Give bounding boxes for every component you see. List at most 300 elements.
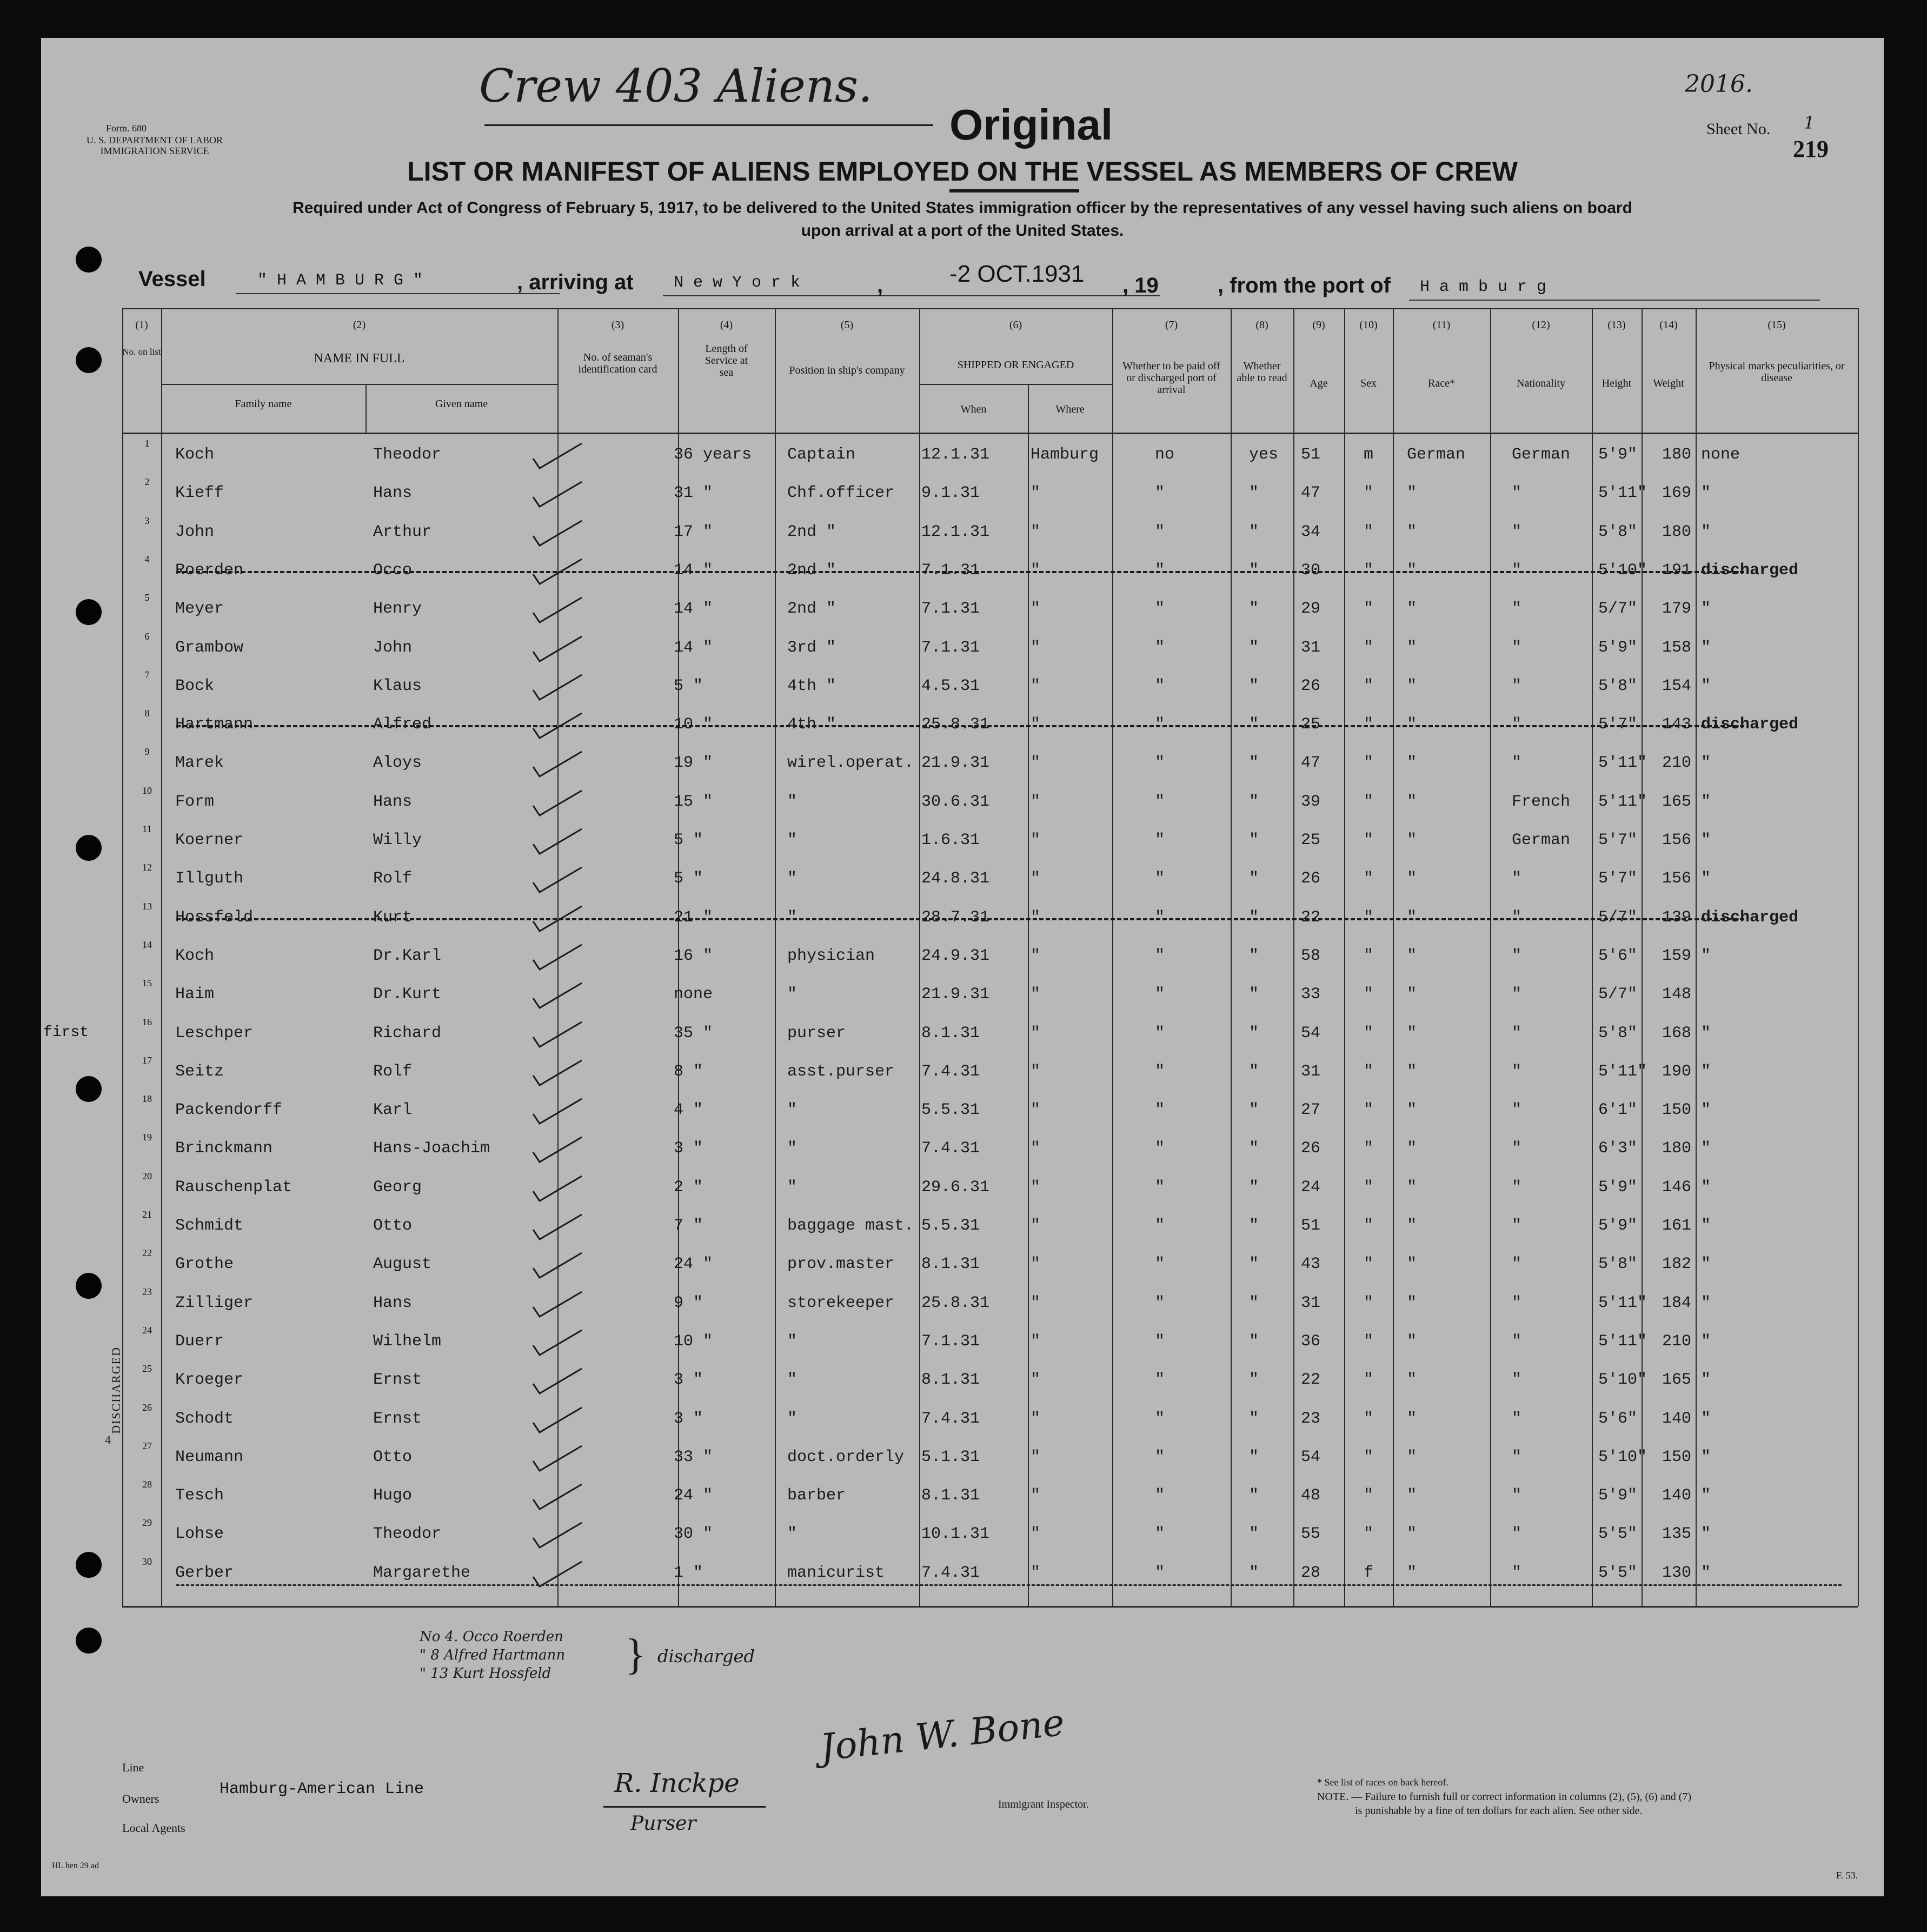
cell-list-number: 16 [142,1017,152,1027]
subtitle-line1: Required under Act of Congress of February 5, 1917, to be delivered to the United States immigration officer by the representatives of any vessel having such aliens on board [293,199,1632,217]
cell-shipped-when: 5.5.31 [921,1217,980,1235]
cell-list-number: 12 [142,862,152,873]
cell-shipped-when: 10.1.31 [921,1525,990,1543]
col-num: (12) [1532,319,1550,331]
cell-service-length: 15 " [674,793,713,811]
cell-service-length: 3 " [674,1139,703,1158]
cell-nationality: " [1512,1525,1522,1543]
cell-race: " [1407,754,1417,772]
cell-age: 26 [1301,677,1321,695]
cell-paid-off: " [1155,1410,1165,1428]
cell-shipped-when: 1.6.31 [921,831,980,849]
cell-position: barber [787,1486,846,1505]
cell-age: 23 [1301,1410,1321,1428]
cell-position: " [787,869,798,888]
cell-height: 5'9" [1598,1486,1638,1505]
table-header-rule [122,433,1858,434]
stamped-number: 219 [1793,136,1829,162]
cell-height: 5'9" [1598,446,1638,464]
cell-weight: 139 [1662,908,1692,927]
table-row [41,1247,1884,1287]
purser-signature: R. Inckpe [614,1768,740,1798]
cell-shipped-where: " [1031,715,1041,734]
cell-age: 54 [1301,1448,1321,1466]
cell-able-to-read: " [1249,1410,1259,1428]
table-row [41,1171,1884,1211]
table-bottom-rule [122,1606,1858,1608]
col-num: (4) [720,319,733,331]
handwritten-title: Crew 403 Aliens. [479,59,873,112]
cell-given-name: Kurt [373,908,413,927]
cell-height: 5'11" [1598,1294,1647,1312]
table-row [41,708,1884,748]
cell-given-name: Richard [373,1024,442,1043]
manifest-sheet [41,38,1884,1896]
cell-list-number: 8 [144,708,150,719]
cell-shipped-where: " [1031,1332,1041,1351]
cell-sex: " [1364,1410,1374,1428]
cell-height: 5'10" [1598,1448,1647,1466]
vessel-name: " H A M B U R G " [257,271,423,290]
cell-service-length: 21 " [674,908,713,927]
cell-race: " [1407,523,1417,541]
cell-paid-off: " [1155,1178,1165,1197]
checkmark-icon [528,1366,587,1397]
cell-paid-off: " [1155,869,1165,888]
cell-nationality: " [1512,1448,1522,1466]
cell-height: 5'11" [1598,484,1647,502]
cell-given-name: Theodor [373,1525,442,1543]
cell-family-name: Bock [175,677,215,695]
checkmark-icon [528,1097,587,1127]
cell-paid-off: " [1155,523,1165,541]
cell-able-to-read: " [1249,1101,1259,1119]
note-line: " 13 Kurt Hossfeld [420,1665,551,1682]
cell-able-to-read: " [1249,985,1259,1004]
cell-position: 4th " [787,677,836,695]
cell-paid-off: no [1155,446,1175,464]
cell-age: 51 [1301,1217,1321,1235]
col-header: Whether to be paid off or discharged port of arrival [1122,360,1220,396]
checkmark-icon [528,634,587,665]
checkmark-icon [528,1290,587,1320]
cell-given-name: Hans [373,793,413,811]
col-header: NAME IN FULL [314,351,405,366]
cell-nationality: " [1512,561,1522,580]
cell-weight: 158 [1662,639,1692,657]
cell-given-name: Theodor [373,446,442,464]
col-header: Length of Service at sea [705,343,748,379]
cell-given-name: Hugo [373,1486,413,1505]
cell-shipped-where: " [1031,1486,1041,1505]
sheet-number: 1 [1804,112,1815,133]
cell-family-name: Seitz [175,1063,224,1081]
cell-given-name: Willy [373,831,422,849]
cell-nationality: " [1512,1101,1522,1119]
cell-sex: " [1364,1486,1374,1505]
cell-physical-marks: " [1701,639,1711,657]
date-stamp: -2 OCT.1931 [949,261,1085,287]
table-row [41,1440,1884,1480]
cell-position: baggage mast. [787,1217,914,1235]
cell-shipped-when: 9.1.31 [921,484,980,502]
note-discharged: discharged [657,1646,755,1667]
cell-position: " [787,793,798,811]
cell-weight: 168 [1662,1024,1692,1043]
cell-nationality: " [1512,1178,1522,1197]
date-line [901,295,1160,296]
cell-sex: " [1364,523,1374,541]
cell-shipped-where: " [1031,484,1041,502]
cell-race: " [1407,947,1417,965]
cell-nationality: German [1512,446,1571,464]
cell-physical-marks: " [1701,1332,1711,1351]
cell-sex: " [1364,1332,1374,1351]
cell-shipped-when: 5.1.31 [921,1448,980,1466]
cell-paid-off: " [1155,561,1165,580]
cell-shipped-when: 25.8.31 [921,715,990,734]
page-title: LIST OR MANIFEST OF ALIENS EMPLOYED ON THE VESSEL AS MEMBERS OF CREW [407,156,1518,187]
cell-shipped-when: 7.1.31 [921,561,980,580]
cell-paid-off: " [1155,985,1165,1004]
cell-nationality: " [1512,523,1522,541]
cell-sex: " [1364,947,1374,965]
cell-shipped-when: 24.8.31 [921,869,990,888]
cell-physical-marks: " [1701,677,1711,695]
cell-family-name: Hartmann [175,715,254,734]
cell-list-number: 22 [142,1247,152,1258]
cell-shipped-where: " [1031,1410,1041,1428]
cell-age: 31 [1301,1294,1321,1312]
cell-list-number: 25 [142,1363,152,1374]
cell-physical-marks: " [1701,793,1711,811]
cell-given-name: Dr.Kurt [373,985,442,1004]
cell-able-to-read: " [1249,639,1259,657]
cell-service-length: none [674,985,713,1004]
crew-table-body [41,438,1884,1601]
cell-shipped-where: " [1031,947,1041,965]
cell-list-number: 29 [142,1517,152,1528]
cell-list-number: 11 [142,824,152,834]
cell-weight: 180 [1662,523,1692,541]
cell-race: " [1407,561,1417,580]
cell-physical-marks: " [1701,1255,1711,1273]
col-subheader: Given name [435,398,488,410]
cell-given-name: Rolf [373,1063,413,1081]
cell-shipped-when: 5.5.31 [921,1101,980,1119]
arriving-label: , arriving at [517,270,634,294]
col-num: (14) [1659,319,1678,331]
checkmark-icon [528,1521,587,1551]
cell-family-name: Duerr [175,1332,224,1351]
cell-weight: 143 [1662,715,1692,734]
cell-list-number: 2 [144,476,150,487]
checkmark-icon [528,1251,587,1281]
cell-race: " [1407,1332,1417,1351]
cell-age: 25 [1301,831,1321,849]
cell-able-to-read: " [1249,1294,1259,1312]
cell-able-to-read: " [1249,1255,1259,1273]
cell-shipped-when: 8.1.31 [921,1024,980,1043]
cell-physical-marks: " [1701,1486,1711,1505]
cell-sex: " [1364,1063,1374,1081]
cell-physical-marks: " [1701,947,1711,965]
cell-age: 28 [1301,1564,1321,1582]
cell-age: 31 [1301,639,1321,657]
cell-age: 43 [1301,1255,1321,1273]
cell-position: doct.orderly [787,1448,905,1466]
cell-age: 22 [1301,1371,1321,1389]
cell-age: 54 [1301,1024,1321,1043]
cell-shipped-when: 7.4.31 [921,1139,980,1158]
cell-service-length: 5 " [674,677,703,695]
cell-age: 22 [1301,908,1321,927]
line-label: Line [122,1761,144,1774]
col-header: Nationality [1517,377,1565,389]
cell-race: " [1407,908,1417,927]
cell-physical-marks: " [1701,1139,1711,1158]
cell-given-name: Alfred [373,715,432,734]
cell-nationality: " [1512,985,1522,1004]
cell-given-name: Ernst [373,1410,422,1428]
cell-given-name: Otto [373,1217,413,1235]
cell-sex: " [1364,985,1374,1004]
cell-position: storekeeper [787,1294,895,1312]
cell-age: 31 [1301,1063,1321,1081]
cell-service-length: 8 " [674,1063,703,1081]
cell-shipped-when: 8.1.31 [921,1486,980,1505]
bottom-left-code: HL hen 29 ad [52,1861,99,1870]
cell-list-number: 24 [142,1325,152,1336]
cell-position: prov.master [787,1255,895,1273]
cell-list-number: 18 [142,1093,152,1104]
cell-height: 5'8" [1598,1024,1638,1043]
cell-sex: " [1364,1525,1374,1543]
cell-list-number: 13 [142,901,152,912]
cell-physical-marks: " [1701,1217,1711,1235]
cell-paid-off: " [1155,1063,1165,1081]
cell-list-number: 14 [142,939,152,950]
cell-position: asst.purser [787,1063,895,1081]
cell-race: " [1407,1294,1417,1312]
arriving-port: N e w Y o r k [674,274,801,292]
checkmark-icon [528,480,587,510]
cell-given-name: Karl [373,1101,413,1119]
cell-weight: 135 [1662,1525,1692,1543]
cell-height: 5'9" [1598,1217,1638,1235]
cell-family-name: Schmidt [175,1217,244,1235]
cell-sex: f [1364,1564,1374,1582]
cell-shipped-where: " [1031,561,1041,580]
cell-physical-marks: " [1701,1101,1711,1119]
cell-race: " [1407,985,1417,1004]
cell-shipped-where: Hamburg [1031,446,1099,464]
cell-race: " [1407,1217,1417,1235]
cell-position: " [787,1101,798,1119]
cell-height: 5'6" [1598,947,1638,965]
table-row [41,669,1884,709]
cell-height: 5'10" [1598,561,1647,580]
table-row [41,1517,1884,1557]
cell-weight: 146 [1662,1178,1692,1197]
cell-nationality: " [1512,754,1522,772]
col-header: No. of seaman's identification card [578,351,657,375]
cell-able-to-read: " [1249,1217,1259,1235]
cell-position: physician [787,947,875,965]
cell-nationality: " [1512,715,1522,734]
cell-height: 5'8" [1598,677,1638,695]
top-right-note: 2016. [1685,70,1753,98]
cell-list-number: 27 [142,1440,152,1451]
cell-family-name: Haim [175,985,215,1004]
cell-position: manicurist [787,1564,885,1582]
cell-sex: " [1364,1255,1374,1273]
cell-nationality: " [1512,947,1522,965]
cell-weight: 156 [1662,869,1692,888]
table-row [41,1325,1884,1365]
cell-age: 29 [1301,600,1321,618]
cell-shipped-when: 7.4.31 [921,1410,980,1428]
cell-service-length: 14 " [674,561,713,580]
table-row [41,476,1884,516]
cell-shipped-when: 25.8.31 [921,1294,990,1312]
cell-list-number: 28 [142,1479,152,1490]
cell-weight: 180 [1662,446,1692,464]
cell-paid-off: " [1155,1371,1165,1389]
cell-family-name: Zilliger [175,1294,254,1312]
cell-given-name: Rolf [373,869,413,888]
cell-paid-off: " [1155,715,1165,734]
cell-service-length: 5 " [674,831,703,849]
cell-shipped-where: " [1031,908,1041,927]
checkmark-icon [528,1020,587,1050]
cell-service-length: 14 " [674,639,713,657]
cell-paid-off: " [1155,1255,1165,1273]
cell-physical-marks: discharged [1701,715,1799,734]
cell-height: 5'5" [1598,1564,1638,1582]
cell-position: " [787,831,798,849]
cell-age: 58 [1301,947,1321,965]
cell-age: 24 [1301,1178,1321,1197]
cell-family-name: Form [175,793,215,811]
cell-height: 6'3" [1598,1139,1638,1158]
cell-list-number: 19 [142,1132,152,1143]
cell-able-to-read: " [1249,1178,1259,1197]
cell-list-number: 5 [144,592,150,603]
table-row [41,554,1884,594]
cell-shipped-where: " [1031,1255,1041,1273]
cell-shipped-where: " [1031,985,1041,1004]
cell-height: 5'10" [1598,1371,1647,1389]
comma: , [877,274,883,297]
cell-physical-marks: " [1701,1525,1711,1543]
table-row [41,1479,1884,1519]
cell-family-name: Illguth [175,869,244,888]
cell-paid-off: " [1155,908,1165,927]
checkmark-icon [528,1135,587,1165]
cell-nationality: " [1512,1564,1522,1582]
races-note: * See list of races on back hereof. [1317,1777,1448,1788]
cell-shipped-where: " [1031,793,1041,811]
cell-position: 3rd " [787,639,836,657]
cell-age: 33 [1301,985,1321,1004]
cell-able-to-read: " [1249,908,1259,927]
cell-weight: 191 [1662,561,1692,580]
arriving-line [663,295,906,296]
cell-age: 26 [1301,1139,1321,1158]
cell-family-name: Packendorff [175,1101,283,1119]
cell-physical-marks: " [1701,1294,1711,1312]
cell-nationality: " [1512,1294,1522,1312]
cell-given-name: Margarethe [373,1564,471,1582]
checkmark-icon [528,1482,587,1512]
cell-paid-off: " [1155,484,1165,502]
cell-able-to-read: " [1249,1564,1259,1582]
cell-race: " [1407,793,1417,811]
cell-physical-marks: discharged [1701,561,1799,580]
checkmark-icon [528,1212,587,1243]
cell-age: 30 [1301,561,1321,580]
cell-nationality: German [1512,831,1571,849]
cell-sex: " [1364,1217,1374,1235]
owners-label: Owners [122,1792,160,1805]
strike-through-line [176,725,1744,727]
cell-able-to-read: " [1249,523,1259,541]
cell-age: 47 [1301,484,1321,502]
cell-age: 39 [1301,793,1321,811]
cell-race: " [1407,677,1417,695]
cell-list-number: 15 [142,978,152,988]
cell-physical-marks: " [1701,869,1711,888]
cell-family-name: Meyer [175,600,224,618]
cell-family-name: Roerden [175,561,244,580]
cell-service-length: 9 " [674,1294,703,1312]
cell-shipped-where: " [1031,1525,1041,1543]
checkmark-icon [528,788,587,819]
note-line: No 4. Occo Roerden [420,1629,563,1645]
cell-shipped-where: " [1031,523,1041,541]
department: U. S. DEPARTMENT OF LABOR [87,135,223,145]
cell-family-name: Kroeger [175,1371,244,1389]
checkmark-icon [528,865,587,895]
checkmark-icon [528,441,587,472]
cell-sex: " [1364,1178,1374,1197]
cell-service-length: 35 " [674,1024,713,1043]
cell-weight: 190 [1662,1063,1692,1081]
cell-shipped-where: " [1031,869,1041,888]
table-row [41,901,1884,941]
cell-service-length: 5 " [674,869,703,888]
cell-sex: " [1364,1448,1374,1466]
cell-position: " [787,1332,798,1351]
cell-list-number: 1 [144,438,150,449]
cell-service-length: 19 " [674,754,713,772]
col-header: Height [1602,377,1632,389]
signature-line [603,1806,766,1808]
cell-weight: 182 [1662,1255,1692,1273]
col-subheader: When [960,403,987,415]
cell-family-name: John [175,523,215,541]
cell-family-name: Leschper [175,1024,254,1043]
cell-position: " [787,1139,798,1158]
checkmark-icon [528,942,587,973]
cell-family-name: Koch [175,947,215,965]
col-num: (15) [1767,319,1786,331]
cell-nationality: " [1512,1217,1522,1235]
margin-first: first [43,1024,89,1041]
table-row [41,824,1884,864]
purser-label: Purser [630,1813,696,1835]
